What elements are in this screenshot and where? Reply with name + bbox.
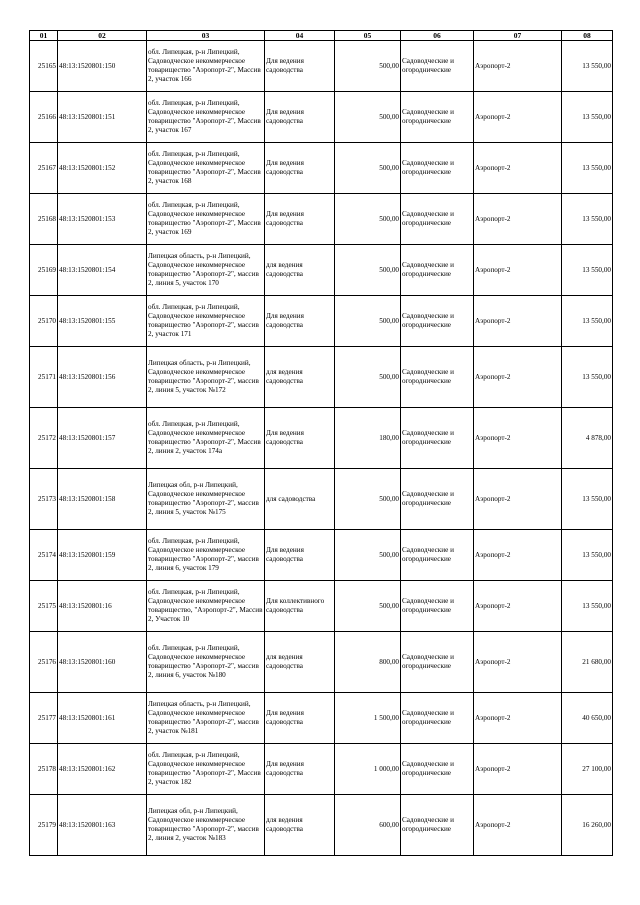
column-header-08: 08 [562, 31, 613, 41]
area-cell: 500,00 [335, 530, 401, 581]
address-text: Липецкая обл, р-н Липецкий, Садоводческое некоммерческое товарищество "Аэропорт-2", массив 2, линия 5, участок №175 [148, 481, 259, 516]
address-text: обл. Липецкая, р-н Липецкий, Садоводческое некоммерческое товарищество "Аэропорт-2", Массив 2, линия 2, участок 174а [148, 420, 261, 455]
land-category: Садоводческие и огороднические [401, 143, 474, 194]
permitted-use: Для ведения садоводства [265, 744, 335, 795]
cadastral-cost: 13 550,00 [562, 347, 613, 408]
zone-cell: Аэропорт-2 [474, 194, 562, 245]
permitted-use: Для ведения садоводства [265, 41, 335, 92]
column-header-05: 05 [335, 31, 401, 41]
permitted-use: Для ведения садоводства [265, 408, 335, 469]
cadastral-number: 48:13:1520801:16 [58, 581, 147, 632]
zone-cell: Аэропорт-2 [474, 530, 562, 581]
cadastral-cost: 13 550,00 [562, 92, 613, 143]
zone-cell: Аэропорт-2 [474, 408, 562, 469]
address-cell [147, 92, 265, 143]
land-category: Садоводческие и огороднические [401, 795, 474, 856]
cadastral-number: 48:13:1520801:150 [58, 41, 147, 92]
zone-cell: Аэропорт-2 [474, 744, 562, 795]
area-cell: 500,00 [335, 469, 401, 530]
address-text: обл. Липецкая, р-н Липецкий, Садоводческое некоммерческое товарищество "Аэропорт-2", массив 2, линия 6, участок №180 [148, 644, 259, 679]
area-cell: 1 000,00 [335, 744, 401, 795]
cadastral-cost: 40 650,00 [562, 693, 613, 744]
cadastral-number: 48:13:1520801:162 [58, 744, 147, 795]
address-cell [147, 41, 265, 92]
cadastral-number: 48:13:1520801:160 [58, 632, 147, 693]
column-header-06: 06 [401, 31, 474, 41]
address-text: обл. Липецкая, р-н Липецкий, Садоводческое некоммерческое товарищество "Аэропорт-2", Массив 2, участок 167 [148, 99, 261, 134]
row-number: 25179 [30, 795, 58, 856]
land-category: Садоводческие и огороднические [401, 296, 474, 347]
table-row [30, 795, 613, 856]
land-category: Садоводческие и огороднические [401, 194, 474, 245]
table-row [30, 194, 613, 245]
table-row [30, 744, 613, 795]
land-category: Садоводческие и огороднические [401, 469, 474, 530]
cadastral-cost: 13 550,00 [562, 194, 613, 245]
address-cell [147, 744, 265, 795]
land-registry-table [29, 30, 613, 856]
cadastral-number: 48:13:1520801:158 [58, 469, 147, 530]
area-cell: 500,00 [335, 92, 401, 143]
row-number: 25173 [30, 469, 58, 530]
permitted-use: Для ведения садоводства [265, 194, 335, 245]
address-cell [147, 143, 265, 194]
address-cell [147, 347, 265, 408]
area-cell: 500,00 [335, 143, 401, 194]
address-text: Липецкая область, р-н Липецкий, Садоводческое некоммерческое товарищество "Аэропорт-2", массив 2, участок №181 [148, 700, 259, 735]
area-cell: 500,00 [335, 41, 401, 92]
table-row [30, 581, 613, 632]
column-header-01: 01 [30, 31, 58, 41]
column-header-02: 02 [58, 31, 147, 41]
address-text: обл. Липецкая, р-н Липецкий, Садоводческое некоммерческое товарищество "Аэропорт-2", Массив 2, участок 169 [148, 201, 261, 236]
cadastral-number: 48:13:1520801:152 [58, 143, 147, 194]
cadastral-cost: 13 550,00 [562, 245, 613, 296]
zone-cell: Аэропорт-2 [474, 469, 562, 530]
row-number: 25168 [30, 194, 58, 245]
address-cell [147, 469, 265, 530]
permitted-use: Для ведения садоводства [265, 530, 335, 581]
area-cell: 500,00 [335, 296, 401, 347]
cadastral-cost: 13 550,00 [562, 469, 613, 530]
address-text: обл. Липецкая, р-н Липецкий, Садоводческое некоммерческое товарищество "Аэропорт-2", массив 2, участок 171 [148, 303, 259, 338]
permitted-use: для ведения садоводства [265, 632, 335, 693]
cadastral-number: 48:13:1520801:156 [58, 347, 147, 408]
permitted-use: для садоводства [265, 469, 335, 530]
address-text: обл. Липецкая, р-н Липецкий, Садоводческое некоммерческое товарищество "Аэропорт-2", массив 2, линия 6, участок 179 [148, 537, 259, 572]
address-cell [147, 194, 265, 245]
zone-cell: Аэропорт-2 [474, 143, 562, 194]
column-header-07: 07 [474, 31, 562, 41]
cadastral-cost: 16 260,00 [562, 795, 613, 856]
address-cell [147, 245, 265, 296]
table-row [30, 92, 613, 143]
address-text: Липецкая обл, р-н Липецкий, Садоводческое некоммерческое товарищество "Аэропорт-2", массив 2, линия 2, участок №183 [148, 807, 259, 842]
zone-cell: Аэропорт-2 [474, 693, 562, 744]
row-number: 25166 [30, 92, 58, 143]
table-row [30, 296, 613, 347]
zone-cell: Аэропорт-2 [474, 245, 562, 296]
area-cell: 500,00 [335, 347, 401, 408]
table-row [30, 408, 613, 469]
cadastral-number: 48:13:1520801:161 [58, 693, 147, 744]
row-number: 25171 [30, 347, 58, 408]
row-number: 25165 [30, 41, 58, 92]
area-cell: 500,00 [335, 245, 401, 296]
cadastral-cost: 27 100,00 [562, 744, 613, 795]
row-number: 25170 [30, 296, 58, 347]
table-row [30, 41, 613, 92]
land-category: Садоводческие и огороднические [401, 693, 474, 744]
table-row [30, 347, 613, 408]
permitted-use: для ведения садоводства [265, 245, 335, 296]
address-text: обл. Липецкая, р-н Липецкий, Садоводческое некоммерческое товарищество "Аэропорт-2", Массив 2, участок 182 [148, 751, 261, 786]
cadastral-number: 48:13:1520801:159 [58, 530, 147, 581]
column-header-04: 04 [265, 31, 335, 41]
address-text: обл. Липецкая, р-н Липецкий, Садоводческое некоммерческое товарищество "Аэропорт-2", Массив 2, участок 168 [148, 150, 261, 185]
row-number: 25169 [30, 245, 58, 296]
table-row [30, 245, 613, 296]
table-row [30, 693, 613, 744]
land-category: Садоводческие и огороднические [401, 92, 474, 143]
zone-cell: Аэропорт-2 [474, 41, 562, 92]
cadastral-number: 48:13:1520801:163 [58, 795, 147, 856]
row-number: 25175 [30, 581, 58, 632]
zone-cell: Аэропорт-2 [474, 296, 562, 347]
land-category: Садоводческие и огороднические [401, 347, 474, 408]
land-category: Садоводческие и огороднические [401, 245, 474, 296]
cadastral-cost: 13 550,00 [562, 581, 613, 632]
land-category: Садоводческие и огороднические [401, 530, 474, 581]
row-number: 25172 [30, 408, 58, 469]
table-body [30, 41, 613, 856]
cadastral-cost: 4 878,00 [562, 408, 613, 469]
table-row [30, 530, 613, 581]
zone-cell: Аэропорт-2 [474, 92, 562, 143]
table-row [30, 469, 613, 530]
cadastral-number: 48:13:1520801:154 [58, 245, 147, 296]
area-cell: 500,00 [335, 194, 401, 245]
area-cell: 800,00 [335, 632, 401, 693]
cadastral-cost: 21 680,00 [562, 632, 613, 693]
address-text: Липецкая область, р-н Липецкий, Садоводческое некоммерческое товарищество "Аэропорт-2", массив 2, линия 5, участок 170 [148, 252, 259, 287]
row-number: 25167 [30, 143, 58, 194]
row-number: 25177 [30, 693, 58, 744]
land-category: Садоводческие и огороднические [401, 408, 474, 469]
address-text: обл. Липецкая, р-н Липецкий, Садоводческое некоммерческое товарищество "Аэропорт-2", Массив 2, участок 166 [148, 48, 261, 83]
cadastral-number: 48:13:1520801:153 [58, 194, 147, 245]
cadastral-cost: 13 550,00 [562, 41, 613, 92]
address-text: обл. Липецкая, р-н Липецкий, Садоводческое некоммерческое товарищество, "Аэропорт-2", Массив 2, Участок 10 [148, 588, 263, 623]
address-cell [147, 795, 265, 856]
address-cell [147, 581, 265, 632]
zone-cell: Аэропорт-2 [474, 632, 562, 693]
area-cell: 600,00 [335, 795, 401, 856]
cadastral-number: 48:13:1520801:155 [58, 296, 147, 347]
address-cell [147, 296, 265, 347]
cadastral-cost: 13 550,00 [562, 143, 613, 194]
permitted-use: Для ведения садоводства [265, 693, 335, 744]
cadastral-number: 48:13:1520801:157 [58, 408, 147, 469]
address-text: Липецкая область, р-н Липецкий, Садоводческое некоммерческое товарищество "Аэропорт-2", массив 2, линия 5, участок №172 [148, 359, 259, 394]
land-category: Садоводческие и огороднические [401, 41, 474, 92]
table-row [30, 143, 613, 194]
cadastral-number: 48:13:1520801:151 [58, 92, 147, 143]
table-row [30, 632, 613, 693]
permitted-use: Для коллективного садоводства [265, 581, 335, 632]
zone-cell: Аэропорт-2 [474, 347, 562, 408]
address-cell [147, 408, 265, 469]
land-category: Садоводческие и огороднические [401, 632, 474, 693]
area-cell: 500,00 [335, 581, 401, 632]
permitted-use: Для ведения садоводства [265, 296, 335, 347]
area-cell: 180,00 [335, 408, 401, 469]
permitted-use: для ведения садоводства [265, 795, 335, 856]
row-number: 25178 [30, 744, 58, 795]
cadastral-cost: 13 550,00 [562, 296, 613, 347]
permitted-use: Для ведения садоводства [265, 92, 335, 143]
row-number: 25174 [30, 530, 58, 581]
zone-cell: Аэропорт-2 [474, 581, 562, 632]
permitted-use: Для ведения садоводства [265, 143, 335, 194]
land-category: Садоводческие и огороднические [401, 581, 474, 632]
land-category: Садоводческие и огороднические [401, 744, 474, 795]
cadastral-cost: 13 550,00 [562, 530, 613, 581]
address-cell [147, 693, 265, 744]
address-cell [147, 530, 265, 581]
header-row [30, 31, 613, 41]
area-cell: 1 500,00 [335, 693, 401, 744]
permitted-use: для ведения садоводства [265, 347, 335, 408]
address-cell [147, 632, 265, 693]
zone-cell: Аэропорт-2 [474, 795, 562, 856]
row-number: 25176 [30, 632, 58, 693]
column-header-03: 03 [147, 31, 265, 41]
